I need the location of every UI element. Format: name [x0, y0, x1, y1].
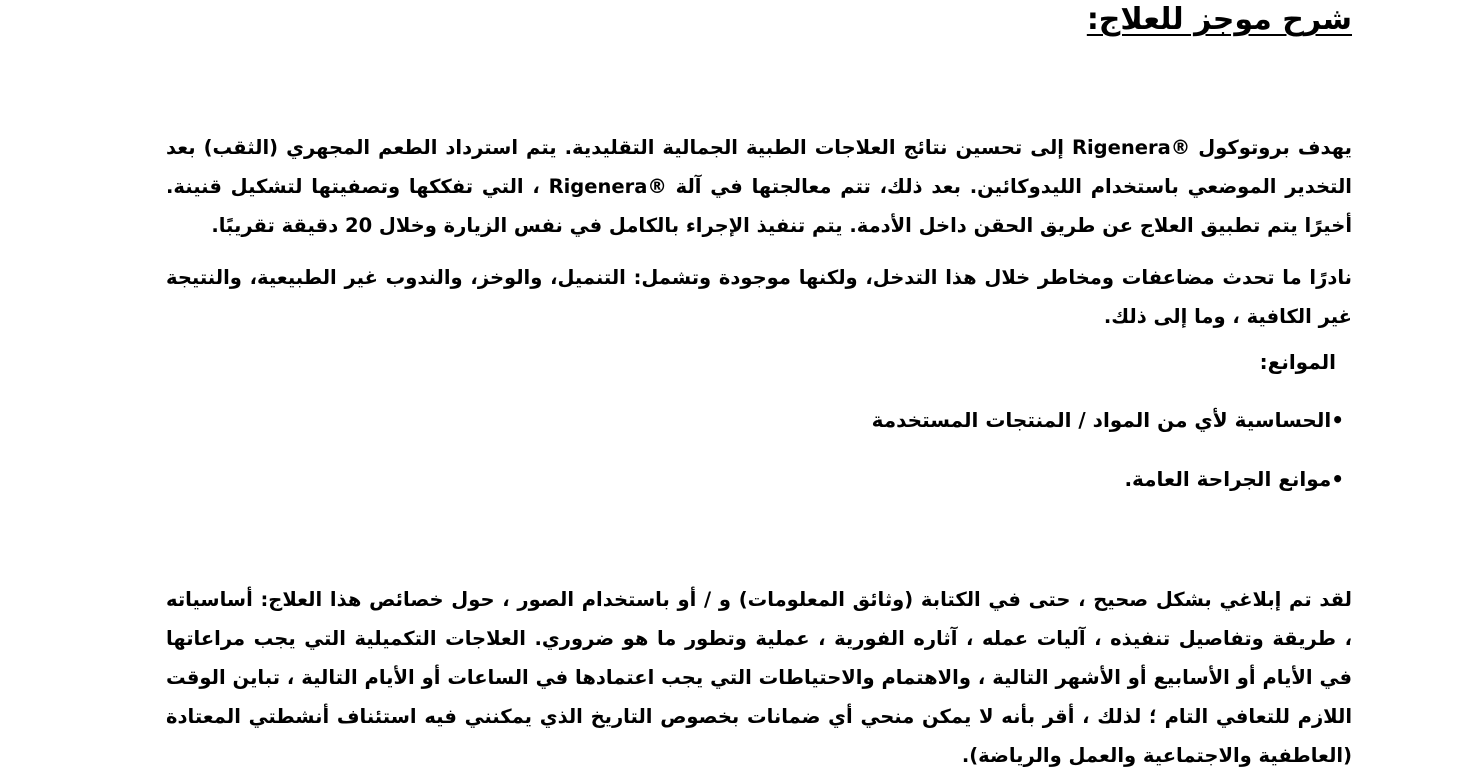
contraindication-item: •الحساسية لأي من المواد / المنتجات المستخدمة [871, 408, 1344, 432]
paragraph-line: (العاطفية والاجتماعية والعمل والرياضة). [961, 744, 1352, 767]
paragraph-line: اللازم للتعافي التام ؛ لذلك ، أقر بأنه لا يمكن منحي أي ضمانات بخصوص التاريخ الذي يمكنني فيه استئناف أنشطتي المعتادة [166, 705, 1352, 728]
paragraph-line: أخيرًا يتم تطبيق العلاج عن طريق الحقن داخل الأدمة. يتم تنفيذ الإجراء بالكامل في نفس الزيارة وخلال 20 دقيقة تقريبًا. [211, 214, 1352, 237]
paragraph-line: ، طريقة وتفاصيل تنفيذه ، آليات عمله ، آثاره الفورية ، عملية وتطور ما هو ضروري. العلاجات التكميلية التي يجب مراعاتها [166, 627, 1352, 650]
risks-paragraph [166, 258, 1352, 336]
contraindication-item: •موانع الجراحة العامة. [1124, 467, 1344, 491]
contraindications-heading: الموانع: [1259, 350, 1336, 374]
consent-paragraph [166, 580, 1352, 769]
paragraph-line: غير الكافية ، وما إلى ذلك. [1103, 305, 1352, 328]
paragraph-line: نادرًا ما تحدث مضاعفات ومخاطر خلال هذا التدخل، ولكنها موجودة وتشمل: التنميل، والوخز، والندوب غير الطبيعية، والنتيجة [166, 266, 1352, 289]
paragraph-line: في الأيام أو الأسابيع أو الأشهر التالية ، والاهتمام والاحتياطات التي يجب اعتمادها في الساعات أو الأيام التالية ، تباين الوقت [166, 666, 1352, 689]
paragraph-line: يهدف بروتوكول ®Rigenera إلى تحسين نتائج العلاجات الطبية الجمالية التقليدية. يتم استرداد الطعم المجهري (الثقب) بعد [166, 136, 1352, 159]
paragraph-line: التخدير الموضعي باستخدام الليدوكائين. بعد ذلك، تتم معالجتها في آلة ®Rigenera ، التي تفككها وتصفيتها لتشكيل قنينة. [166, 175, 1352, 198]
paragraph-line: لقد تم إبلاغي بشكل صحيح ، حتى في الكتابة (وثائق المعلومات) و / أو باستخدام الصور ، حول خصائص هذا العلاج: أساسياته [166, 588, 1352, 611]
page-title: شرح موجز للعلاج: [1086, 2, 1352, 37]
treatment-description-paragraph [166, 128, 1352, 245]
